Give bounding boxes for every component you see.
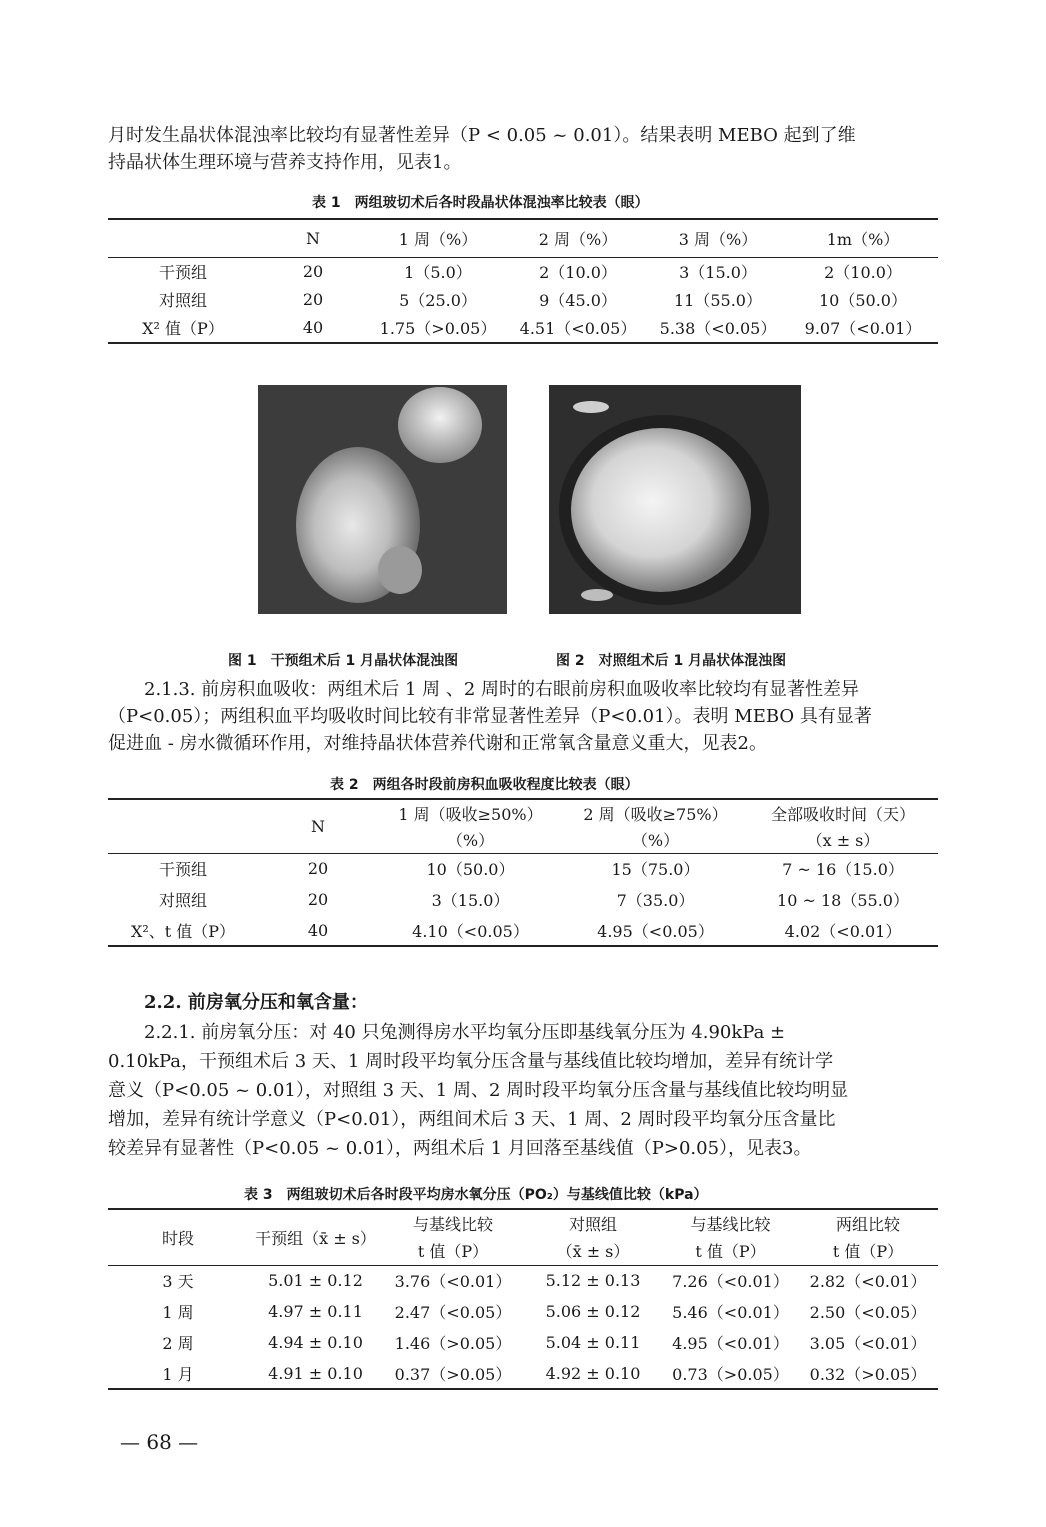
table2-header-cell: 全部吸收时间（天） xyxy=(770,805,915,824)
text-line: 2.2.1. 前房氧分压：对 40 只兔测得房水平均氧分压即基线氧分压为 4.90kPa ± xyxy=(144,1022,786,1043)
table-cell: 对照组 xyxy=(158,290,207,310)
table-cell: 3.05（<0.01） xyxy=(809,1334,927,1353)
table-cell: 2.47（<0.05） xyxy=(394,1303,512,1322)
page-number: — 68 — xyxy=(120,1430,199,1454)
table-cell: 2 周 xyxy=(162,1334,194,1353)
table2-header-cell xyxy=(108,799,258,853)
table-cell: 9（45.0） xyxy=(539,290,617,310)
table3-header-cell: （x̄ ± s） xyxy=(523,1237,663,1265)
text-line: 0.10kPa，干预组术后 3 天、1 周时段平均氧分压含量与基线值比较均增加，差异有统计学 xyxy=(108,1051,834,1072)
figure2-caption: 图 2 对照组术后 1 月晶状体混浊图 xyxy=(556,653,787,669)
table-cell: 5.46（<0.01） xyxy=(672,1303,789,1322)
table2 xyxy=(108,798,938,947)
table-cell: 对照组 xyxy=(158,891,207,910)
table-cell: 3 天 xyxy=(162,1272,194,1292)
text-line: （P<0.05）；两组积血平均吸收时间比较有非常显著性差异（P<0.01）。表明 MEBO 具有显著 xyxy=(108,706,872,727)
section-heading: 2.2. 前房氧分压和氧含量： xyxy=(144,992,368,1013)
table-cell: 1 周 xyxy=(162,1303,194,1322)
table-row xyxy=(108,884,938,915)
figure1-photo xyxy=(258,385,507,614)
intro-paragraph xyxy=(108,122,938,176)
text-line: 意义（P<0.05 ~ 0.01），对照组 3 天、1 周、2 周时段平均氧分压含量与基线值比较均明显 xyxy=(108,1080,849,1101)
table3-header-cell: 干预组（x̄ ± s） xyxy=(248,1209,383,1265)
table2-header-cell: （x ± s） xyxy=(748,827,938,853)
table2-header-cell: （%） xyxy=(563,827,748,853)
table-cell: 1（5.0） xyxy=(404,262,472,282)
table-cell: 5.12 ± 0.13 xyxy=(545,1271,641,1291)
table-cell: 7.26（<0.01） xyxy=(672,1272,789,1292)
table2-caption: 表 2 两组各时段前房积血吸收程度比较表（眼） xyxy=(330,777,639,793)
table-cell: 5.01 ± 0.12 xyxy=(268,1271,363,1291)
table-row xyxy=(108,285,938,313)
table1-header-row xyxy=(108,219,938,257)
table3-header-cell: t 值（P） xyxy=(663,1237,798,1265)
table-cell: 4.02（<0.01） xyxy=(784,921,902,941)
table-cell: X²、t 值（P） xyxy=(130,921,236,941)
table-cell: 5.04 ± 0.11 xyxy=(545,1333,641,1352)
text-line: 较差异有显著性（P<0.05 ~ 0.01），两组术后 1 月回落至基线值（P>0.05），见表3。 xyxy=(108,1138,812,1159)
table-row xyxy=(108,1296,938,1327)
table-cell: 1.75（>0.05） xyxy=(379,319,497,338)
table3-caption: 表 3 两组玻切术后各时段平均房水氧分压（PO₂）与基线值比较（kPa） xyxy=(244,1187,708,1203)
section-2-2-1-paragraph xyxy=(108,1018,938,1163)
table3-header-cell: 时段 xyxy=(108,1209,248,1265)
table-cell: 2.82（<0.01） xyxy=(809,1272,927,1292)
table-cell: 5（25.0） xyxy=(399,290,477,310)
table-cell: 3（15.0） xyxy=(431,891,510,910)
table3 xyxy=(108,1208,938,1390)
table1-header-cell: 1 周（%） xyxy=(368,219,508,257)
table-cell: 4.92 ± 0.10 xyxy=(545,1363,641,1383)
table-row xyxy=(108,853,938,884)
table-cell: 0.37（>0.05） xyxy=(394,1364,512,1384)
table1-header-cell xyxy=(108,219,258,257)
text-line: 月时发生晶状体混浊率比较均有显著性差异（P < 0.05 ~ 0.01）。结果表明 MEBO 起到了维 xyxy=(108,125,856,146)
table1-header-cell: 3 周（%） xyxy=(648,219,788,257)
table-cell: 11（55.0） xyxy=(674,290,762,310)
table-cell: 40 xyxy=(307,920,329,940)
text-line: 增加，差异有统计学意义（P<0.01），两组间术后 3 天、1 周、2 周时段平均氧分压含量比 xyxy=(108,1109,836,1130)
table1-caption: 表 1 两组玻切术后各时段晶状体混浊率比较表（眼） xyxy=(312,195,649,211)
table-cell: 4.94 ± 0.10 xyxy=(268,1333,363,1352)
table-cell: 4.95（<0.01） xyxy=(672,1334,789,1353)
table-cell: 10（50.0） xyxy=(819,290,907,310)
lens-opacity-image xyxy=(258,385,507,614)
table-cell: 2（10.0） xyxy=(824,262,902,282)
table-cell: X² 值（P） xyxy=(142,319,224,338)
table-cell: 0.73（>0.05） xyxy=(672,1364,789,1384)
table3-header-cell: 两组比较 xyxy=(835,1215,900,1234)
table3-header-row xyxy=(108,1209,938,1237)
table-cell: 40 xyxy=(302,318,324,337)
lens-opacity-image xyxy=(549,385,801,614)
table-cell: 4.95（<0.05） xyxy=(597,921,714,941)
text-line: 促进血 - 房水微循环作用，对维持晶状体营养代谢和正常氧含量意义重大，见表2。 xyxy=(108,733,767,754)
table-cell: 4.91 ± 0.10 xyxy=(268,1363,363,1383)
table3-header-cell: 对照组 xyxy=(568,1215,617,1234)
table-cell: 4.51（<0.05） xyxy=(519,319,637,338)
table-cell: 2.50（<0.05） xyxy=(809,1303,927,1322)
table-cell: 20 xyxy=(307,859,329,879)
table-row xyxy=(108,313,938,343)
table1 xyxy=(108,218,938,344)
table-cell: 2（10.0） xyxy=(539,262,617,282)
table-cell: 9.07（<0.01） xyxy=(804,319,922,338)
table-cell: 4.10（<0.05） xyxy=(412,921,529,941)
table-cell: 10（50.0） xyxy=(426,860,515,880)
table2-header-cell: 2 周（吸收≥75%） xyxy=(583,805,728,824)
table2-header-row xyxy=(108,799,938,827)
table3-header-cell: t 值（P） xyxy=(383,1237,523,1265)
table2-header-cell: 1 周（吸收≥50%） xyxy=(398,805,543,824)
table-cell: 20 xyxy=(302,261,324,281)
table-row xyxy=(108,915,938,946)
table-cell: 干预组 xyxy=(158,860,207,880)
table-cell: 20 xyxy=(302,289,324,309)
table-cell: 7（35.0） xyxy=(616,891,695,910)
table-cell: 0.32（>0.05） xyxy=(809,1364,927,1384)
table-cell: 3.76（<0.01） xyxy=(394,1272,512,1292)
table-row xyxy=(108,1358,938,1389)
table2-header-cell: N xyxy=(258,799,378,853)
text-line: 持晶状体生理环境与营养支持作用，见表1。 xyxy=(108,152,462,173)
table-cell: 15（75.0） xyxy=(611,860,700,880)
table1-header-cell: N xyxy=(258,219,368,257)
figure1-caption: 图 1 干预组术后 1 月晶状体混浊图 xyxy=(228,653,459,669)
table-cell: 7 ~ 16（15.0） xyxy=(782,860,904,880)
table-cell: 20 xyxy=(307,890,329,909)
table-row xyxy=(108,1265,938,1296)
table3-header-cell: t 值（P） xyxy=(798,1237,938,1265)
table-cell: 10 ~ 18（55.0） xyxy=(777,891,909,910)
table-cell: 5.06 ± 0.12 xyxy=(545,1302,641,1321)
table3-header-cell: 与基线比较 xyxy=(690,1215,771,1234)
table2-header-cell: （%） xyxy=(378,827,563,853)
table-cell: 1.46（>0.05） xyxy=(394,1334,512,1353)
table-cell: 5.38（<0.05） xyxy=(659,319,777,338)
figure2-photo xyxy=(549,385,801,614)
table-cell: 4.97 ± 0.11 xyxy=(268,1302,363,1321)
table-row xyxy=(108,257,938,285)
table-cell: 1 月 xyxy=(162,1364,194,1384)
table-cell: 干预组 xyxy=(158,262,207,282)
section-2-1-3-paragraph xyxy=(108,676,938,757)
table-row xyxy=(108,1327,938,1358)
table3-header-cell: 与基线比较 xyxy=(412,1215,493,1234)
table1-header-cell: 2 周（%） xyxy=(508,219,648,257)
table-cell: 3（15.0） xyxy=(679,262,757,282)
text-line: 2.1.3. 前房积血吸收：两组术后 1 周 、2 周时的右眼前房积血吸收率比较均有显著性差异 xyxy=(144,679,860,700)
table1-header-cell: 1m（%） xyxy=(788,219,938,257)
